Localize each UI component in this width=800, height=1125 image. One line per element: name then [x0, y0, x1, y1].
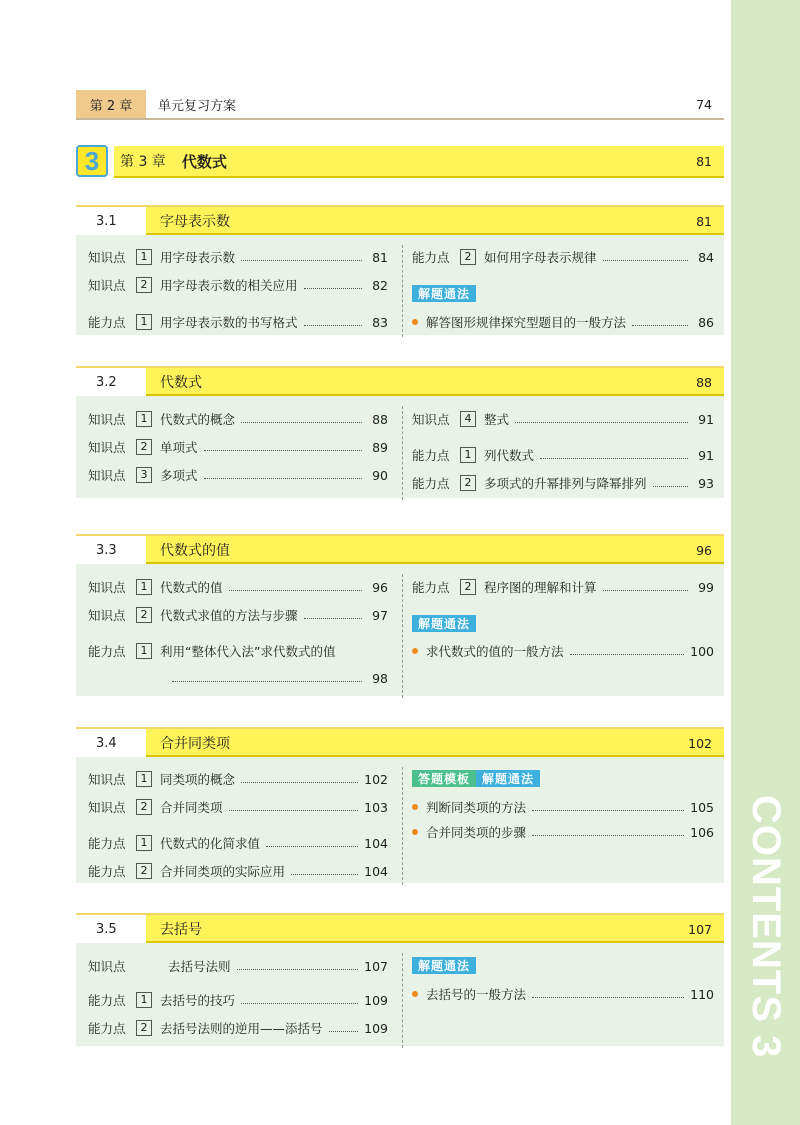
toc-entry[interactable]	[412, 409, 714, 429]
section-page: 96	[696, 542, 712, 558]
entry-page: 84	[698, 249, 714, 265]
entry-text: 解答图形规律探究型题目的一般方法	[426, 315, 627, 330]
method-badge-label: 解题通法	[412, 957, 476, 974]
section-3-1	[76, 205, 724, 335]
method-badge	[412, 957, 476, 974]
chapter-3-row[interactable]	[76, 145, 724, 177]
toc-entry[interactable]	[412, 577, 714, 597]
column-divider	[402, 245, 403, 337]
column-divider	[402, 767, 403, 885]
section-header[interactable]	[76, 205, 724, 235]
section-page: 88	[696, 374, 712, 390]
section-number: 3.2	[96, 374, 117, 390]
entry-text: 程序图的理解和计算	[484, 580, 597, 595]
chapter-2-row[interactable]	[76, 90, 724, 120]
entry-kind: 能力点	[88, 836, 126, 851]
toc-entry[interactable]	[88, 437, 388, 457]
entry-text: 去括号法则的逆用——添括号	[160, 1021, 323, 1036]
entry-number-box: 2	[136, 799, 152, 815]
section-number: 3.1	[96, 213, 117, 229]
toc-entry[interactable]	[88, 641, 388, 661]
chapter-3-label: 第 3 章	[120, 151, 176, 171]
entry-kind: 知识点	[88, 468, 126, 483]
entry-page: 81	[372, 249, 388, 265]
entry-text: 代数式的值	[160, 580, 223, 595]
entry-kind: 知识点	[88, 580, 126, 595]
entry-number-box: 1	[460, 447, 476, 463]
entry-kind: 知识点	[88, 278, 126, 293]
chapter-3-number-icon: 3	[76, 145, 108, 177]
section-title: 代数式的值	[160, 543, 230, 559]
toc-entry[interactable]	[412, 797, 714, 817]
entry-page: 104	[364, 863, 388, 879]
toc-entry-continued[interactable]	[172, 668, 388, 688]
entry-text: 代数式的化简求值	[160, 836, 261, 851]
section-title: 字母表示数	[160, 214, 230, 230]
toc-entry[interactable]	[88, 605, 388, 625]
entry-number-box: 2	[460, 249, 476, 265]
entry-text: 单项式	[160, 440, 198, 455]
toc-entry[interactable]	[88, 769, 388, 789]
toc-entry[interactable]	[88, 956, 388, 976]
toc-entry[interactable]	[88, 1018, 388, 1038]
entry-number-box: 1	[136, 992, 152, 1008]
column-divider	[402, 953, 403, 1048]
entry-number-box: 2	[136, 439, 152, 455]
toc-entry[interactable]	[412, 312, 714, 332]
toc-entry[interactable]	[88, 833, 388, 853]
entry-number-box: 2	[460, 475, 476, 491]
entry-page: 109	[364, 992, 388, 1008]
toc-entry[interactable]	[412, 984, 714, 1004]
section-title: 合并同类项	[160, 736, 230, 752]
entry-kind: 能力点	[412, 476, 450, 491]
entry-page: 91	[698, 411, 714, 427]
entry-text: 去括号法则	[168, 959, 231, 974]
entry-page: 100	[690, 643, 714, 659]
entry-number-box: 3	[136, 467, 152, 483]
entry-number-box: 1	[136, 411, 152, 427]
entry-page: 91	[698, 447, 714, 463]
toc-entry[interactable]	[88, 577, 388, 597]
entry-text: 代数式的概念	[160, 412, 236, 427]
entry-number-box: 1	[136, 314, 152, 330]
method-badge-label: 解题通法	[476, 770, 540, 787]
entry-number-box: 1	[136, 643, 152, 659]
entry-page: 106	[690, 824, 714, 840]
entry-kind: 能力点	[88, 1021, 126, 1036]
entry-number-box: 1	[136, 835, 152, 851]
entry-text: 用字母表示数的相关应用	[160, 278, 298, 293]
entry-number-box: 1	[136, 579, 152, 595]
toc-entry[interactable]	[88, 797, 388, 817]
toc-entry[interactable]	[412, 641, 714, 661]
entry-kind: 知识点	[88, 440, 126, 455]
method-badge	[412, 285, 476, 302]
toc-entry[interactable]	[88, 247, 388, 267]
entry-page: 102	[364, 771, 388, 787]
entry-kind: 知识点	[88, 959, 126, 974]
entry-page: 103	[364, 799, 388, 815]
entry-kind: 知识点	[88, 412, 126, 427]
chapter-3-page: 81	[696, 153, 712, 169]
entry-page: 105	[690, 799, 714, 815]
entry-text: 用字母表示数	[160, 250, 236, 265]
entry-number-box: 2	[136, 277, 152, 293]
section-3-4	[76, 727, 724, 883]
toc-entry[interactable]	[88, 409, 388, 429]
entry-text: 多项式的升幂排列与降幂排列	[484, 476, 647, 491]
bullet-icon	[412, 829, 418, 835]
toc-entry[interactable]	[88, 312, 388, 332]
bullet-icon	[412, 991, 418, 997]
entry-text: 合并同类项的步骤	[426, 825, 527, 840]
entry-text: 同类项的概念	[160, 772, 236, 787]
entry-page: 83	[372, 314, 388, 330]
chapter-2-tag: 第 2 章	[76, 90, 146, 118]
entry-page: 109	[364, 1020, 388, 1036]
entry-number-box: 2	[136, 607, 152, 623]
entry-page: 110	[690, 986, 714, 1002]
entry-page: 89	[372, 439, 388, 455]
entry-kind: 能力点	[88, 864, 126, 879]
entry-kind: 能力点	[88, 644, 126, 659]
entry-kind: 知识点	[88, 800, 126, 815]
entry-kind: 知识点	[88, 250, 126, 265]
chapter-2-title: 单元复习方案	[158, 98, 237, 114]
entry-kind: 能力点	[88, 993, 126, 1008]
section-page: 81	[696, 213, 712, 229]
entry-number-box: 1	[136, 771, 152, 787]
chapter-3-title: 代数式	[181, 152, 227, 171]
section-3-5	[76, 913, 724, 1046]
entry-page: 82	[372, 277, 388, 293]
entry-text: 列代数式	[484, 448, 535, 463]
entry-text: 合并同类项	[160, 800, 223, 815]
toc-entry[interactable]	[412, 247, 714, 267]
toc-entry[interactable]	[412, 445, 714, 465]
template-badge-label: 答题模板	[412, 770, 476, 787]
entry-kind: 知识点	[412, 412, 450, 427]
toc-entry[interactable]	[88, 861, 388, 881]
toc-entry[interactable]	[88, 465, 388, 485]
entry-text: 判断同类项的方法	[426, 800, 527, 815]
entry-text: 去括号的一般方法	[426, 987, 527, 1002]
entry-kind: 知识点	[88, 608, 126, 623]
entry-page: 96	[372, 579, 388, 595]
entry-number-box: 2	[136, 1020, 152, 1036]
entry-text: 如何用字母表示规律	[484, 250, 597, 265]
entry-number-box: 2	[460, 579, 476, 595]
section-3-2	[76, 366, 724, 498]
section-header[interactable]	[76, 534, 724, 564]
entry-text: 合并同类项的实际应用	[160, 864, 286, 879]
entry-text: 利用“整体代入法”求代数式的值	[160, 644, 336, 659]
entry-text: 代数式求值的方法与步骤	[160, 608, 298, 623]
entry-page: 104	[364, 835, 388, 851]
entry-text: 求代数式的值的一般方法	[426, 644, 564, 659]
chapter-2-page: 74	[696, 96, 712, 112]
entry-page: 99	[698, 579, 714, 595]
toc-entry[interactable]	[88, 275, 388, 295]
section-number: 3.3	[96, 542, 117, 558]
entry-number-box: 1	[136, 249, 152, 265]
entry-page: 98	[372, 670, 388, 686]
section-header[interactable]	[76, 366, 724, 396]
entry-page: 88	[372, 411, 388, 427]
section-header[interactable]	[76, 727, 724, 757]
entry-page: 97	[372, 607, 388, 623]
entry-text: 去括号的技巧	[160, 993, 236, 1008]
entry-kind: 能力点	[412, 448, 450, 463]
entry-number-box: 4	[460, 411, 476, 427]
section-number: 3.4	[96, 735, 117, 751]
toc-entry[interactable]	[88, 990, 388, 1010]
bullet-icon	[412, 319, 418, 325]
entry-page: 86	[698, 314, 714, 330]
entry-kind: 能力点	[412, 250, 450, 265]
entry-page: 90	[372, 467, 388, 483]
entry-page: 93	[698, 475, 714, 491]
bullet-icon	[412, 804, 418, 810]
entry-kind: 能力点	[88, 315, 126, 330]
toc-entry[interactable]	[412, 473, 714, 493]
bullet-icon	[412, 648, 418, 654]
entry-text: 用字母表示数的书写格式	[160, 315, 298, 330]
entry-page: 107	[364, 958, 388, 974]
template-method-badge	[412, 770, 540, 787]
section-3-3	[76, 534, 724, 696]
contents-side-label: CONTENTS 3	[744, 795, 788, 1059]
section-page: 102	[688, 735, 712, 751]
entry-kind: 知识点	[88, 772, 126, 787]
entry-text: 多项式	[160, 468, 198, 483]
entry-kind: 能力点	[412, 580, 450, 595]
column-divider	[402, 574, 403, 698]
entry-number-box: 2	[136, 863, 152, 879]
section-page: 107	[688, 921, 712, 937]
section-header[interactable]	[76, 913, 724, 943]
section-number: 3.5	[96, 921, 117, 937]
toc-entry[interactable]	[412, 822, 714, 842]
entry-text: 整式	[484, 412, 510, 427]
section-title: 代数式	[160, 375, 202, 391]
method-badge	[412, 615, 476, 632]
section-title: 去括号	[160, 922, 202, 938]
column-divider	[402, 406, 403, 500]
method-badge-label: 解题通法	[412, 285, 476, 302]
method-badge-label: 解题通法	[412, 615, 476, 632]
